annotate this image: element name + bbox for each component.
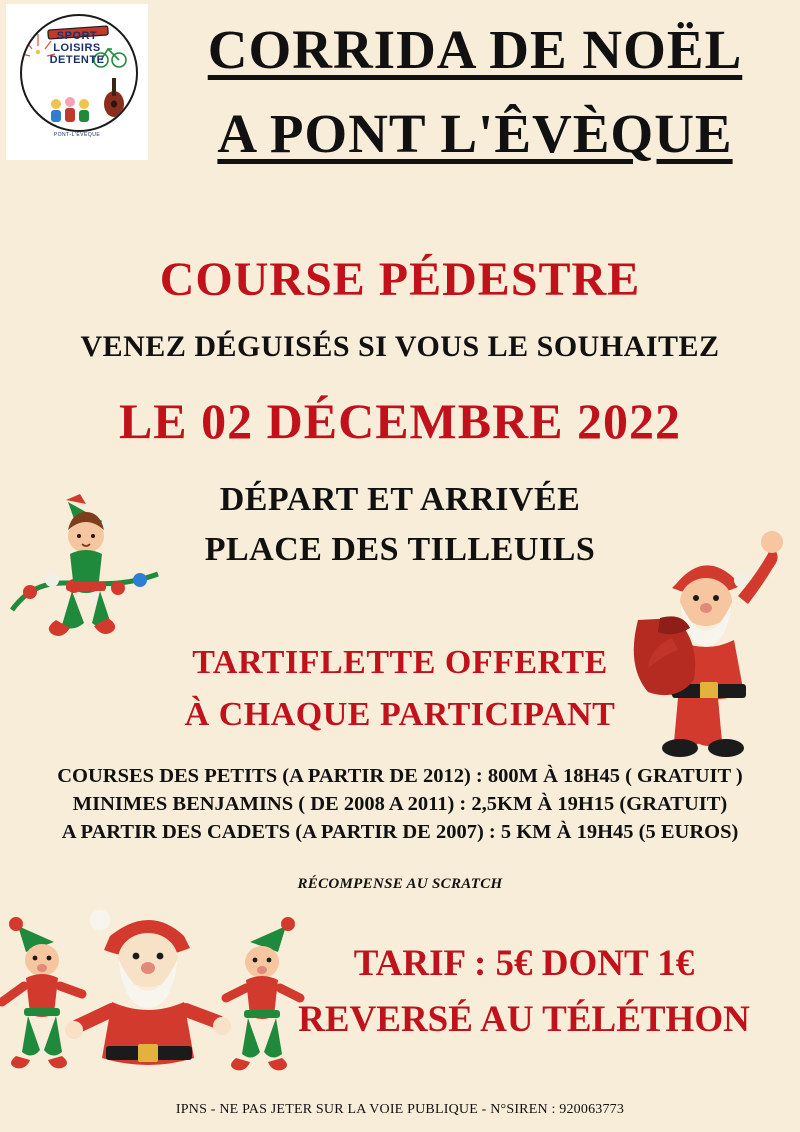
- event-date: LE 02 DÉCEMBRE 2022: [118, 393, 682, 449]
- logo-line-1: SPORT: [56, 30, 98, 42]
- santa-with-sack-illustration: [614, 510, 794, 760]
- meal-offer-line-1: TARTIFLETTE OFFERTE: [192, 644, 608, 681]
- elf-right-icon: [226, 917, 300, 1070]
- children-icon: [51, 97, 89, 122]
- race-item: A PARTIR DES CADETS (A PARTIR DE 2007) : 5 KM À 19H45 (5 EUROS): [61, 821, 739, 843]
- race-list: [14, 762, 786, 846]
- start-finish-line-1: DÉPART ET ARRIVÉE: [219, 481, 581, 518]
- costume-note: VENEZ DÉGUISÉS SI VOUS LE SOUHAITEZ: [80, 330, 720, 363]
- guitar-icon: [104, 78, 124, 117]
- santa-icon: [634, 531, 783, 757]
- title-line-2: A PONT L'ÊVÈQUE: [217, 103, 733, 164]
- title-line-1: CORRIDA DE NOËL: [207, 19, 743, 80]
- logo-line-2: LOISIRS: [53, 42, 101, 54]
- award-note: RÉCOMPENSE AU SCRATCH: [297, 876, 503, 892]
- price-line-1: TARIF : 5€ DONT 1€: [353, 943, 695, 984]
- price-line-2: REVERSÉ AU TÉLÉTHON: [298, 999, 750, 1040]
- logo-text: [6, 30, 148, 66]
- elf-left-icon: [2, 917, 82, 1068]
- legal-footer: IPNS - NE PAS JETER SUR LA VOIE PUBLIQUE - N°SIREN : 920063773: [175, 1102, 625, 1117]
- race-item: COURSES DES PETITS (A PARTIR DE 2012) : 800M À 18H45 ( GRATUIT ): [57, 765, 743, 787]
- logo-subtitle: PONT-L'ÉVÊQUE: [53, 132, 101, 138]
- price-block: [264, 936, 784, 1048]
- elf-body-icon: [49, 494, 115, 636]
- event-type: COURSE PÉDESTRE: [159, 253, 641, 306]
- elf-with-garland-illustration: [8, 470, 188, 650]
- start-finish-line-2: PLACE DES TILLEUILS: [204, 531, 596, 568]
- page-title: [160, 8, 790, 176]
- santa-center-icon: [65, 910, 231, 1065]
- santa-and-elves-illustration: [0, 890, 310, 1080]
- race-item: MINIMES BENJAMINS ( DE 2008 A 2011) : 2,5KM À 19H15 (GRATUIT): [72, 793, 728, 815]
- logo-line-3: DETENTE: [49, 54, 105, 66]
- meal-offer-line-2: À CHAQUE PARTICIPANT: [184, 696, 616, 733]
- club-logo: [6, 4, 148, 160]
